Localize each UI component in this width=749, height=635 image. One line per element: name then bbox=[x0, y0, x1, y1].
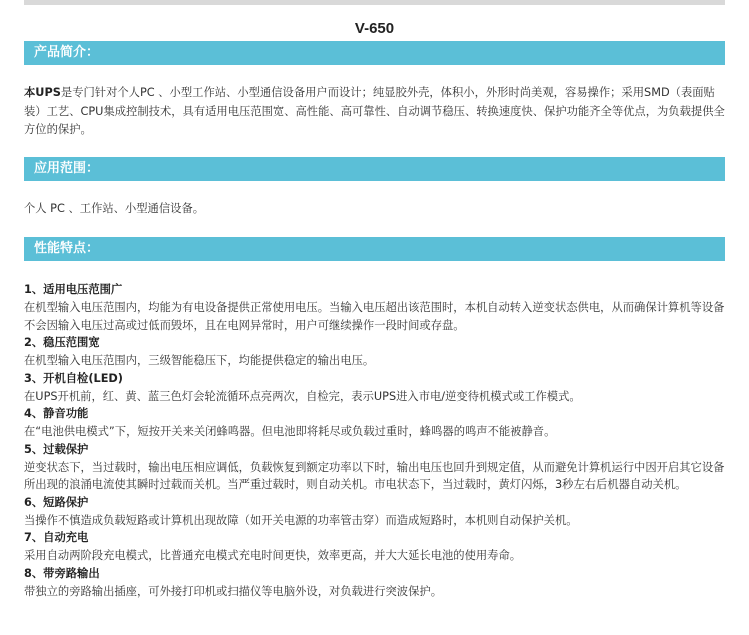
section-header-application: 应用范围： bbox=[24, 157, 725, 181]
application-text: 个人 PC 、工作站、小型通信设备。 bbox=[24, 202, 205, 215]
feature-item bbox=[24, 494, 725, 530]
feature-desc: 在“电池供电模式”下，短按开关来关闭蜂鸣器。但电池即将耗尽或负载过重时，蜂鸣器的鸣声不能被静音。 bbox=[24, 425, 556, 438]
feature-list bbox=[24, 281, 725, 600]
section-header-intro: 产品简介： bbox=[24, 41, 725, 65]
intro-paragraph bbox=[24, 84, 725, 140]
feature-item bbox=[24, 441, 725, 494]
feature-item bbox=[24, 281, 725, 334]
intro-lead: 本UPS bbox=[24, 86, 61, 99]
feature-desc: 采用自动两阶段充电模式，比普通充电模式充电时间更快，效率更高，并大大延长电池的使用寿命。 bbox=[24, 549, 522, 562]
feature-desc: 在UPS开机前，红、黄、蓝三色灯会轮流循环点亮两次，自检完，表示UPS进入市电/逆变待机模式或工作模式。 bbox=[24, 389, 581, 403]
feature-title: 6、短路保护 bbox=[24, 495, 89, 509]
feature-title: 1、适用电压范围广 bbox=[24, 283, 123, 296]
feature-desc: 带独立的旁路输出插座，可外接打印机或扫描仪等电脑外设，对负载进行突波保护。 bbox=[24, 584, 442, 598]
feature-desc: 在机型输入电压范围内，均能为有电设备提供正常使用电压。当输入电压超出该范围时，本机自动转入逆变状态供电，从而确保计算机等设备不会因输入电压过高或过低而毁坏，且在电网异常时，用户可继续操作一段时间或存盘。 bbox=[24, 301, 725, 332]
feature-title: 5、过载保护 bbox=[24, 442, 89, 456]
feature-item bbox=[24, 529, 725, 565]
top-divider bbox=[24, 0, 725, 5]
feature-title: 3、开机自检(LED) bbox=[24, 371, 123, 385]
product-title: V-650 bbox=[354, 20, 395, 37]
feature-desc: 在机型输入电压范围内，三级智能稳压下，均能提供稳定的输出电压。 bbox=[24, 354, 375, 367]
feature-item bbox=[24, 405, 725, 441]
intro-text: 是专门针对个人PC 、小型工作站、小型通信设备用户而设计；纯显胶外壳，体积小，外形时尚美观，容易操作；采用SMD（表面贴装）工艺、CPU集成控制技术，具有适用电压范围宽、高性能、高可靠性、自动调节稳压、转换速度快、保护功能齐全等优点，为负载提供全方位的保护。 bbox=[24, 86, 725, 136]
feature-item bbox=[24, 565, 725, 601]
feature-title: 8、带旁路输出 bbox=[24, 566, 100, 580]
feature-desc: 逆变状态下，当过载时，输出电压相应调低，负载恢复到额定功率以下时，输出电压也回升到规定值，从而避免计算机运行中因开启其它设备所出现的浪涌电流使其瞬时过载而关机。当严重过载时，则自动关机。市电状态下，当过载时，黄灯闪烁，3秒左右后机器自动关机。 bbox=[24, 460, 725, 491]
feature-title: 7、自动充电 bbox=[24, 531, 89, 544]
feature-title: 4、静音功能 bbox=[24, 407, 89, 420]
feature-desc: 当操作不慎造成负载短路或计算机出现故障（如开关电源的功率管击穿）而造成短路时，本机则自动保护关机。 bbox=[24, 513, 578, 527]
feature-title: 2、稳压范围宽 bbox=[24, 336, 100, 349]
feature-item bbox=[24, 334, 725, 370]
section-header-performance: 性能特点： bbox=[24, 237, 725, 261]
feature-item bbox=[24, 370, 725, 406]
